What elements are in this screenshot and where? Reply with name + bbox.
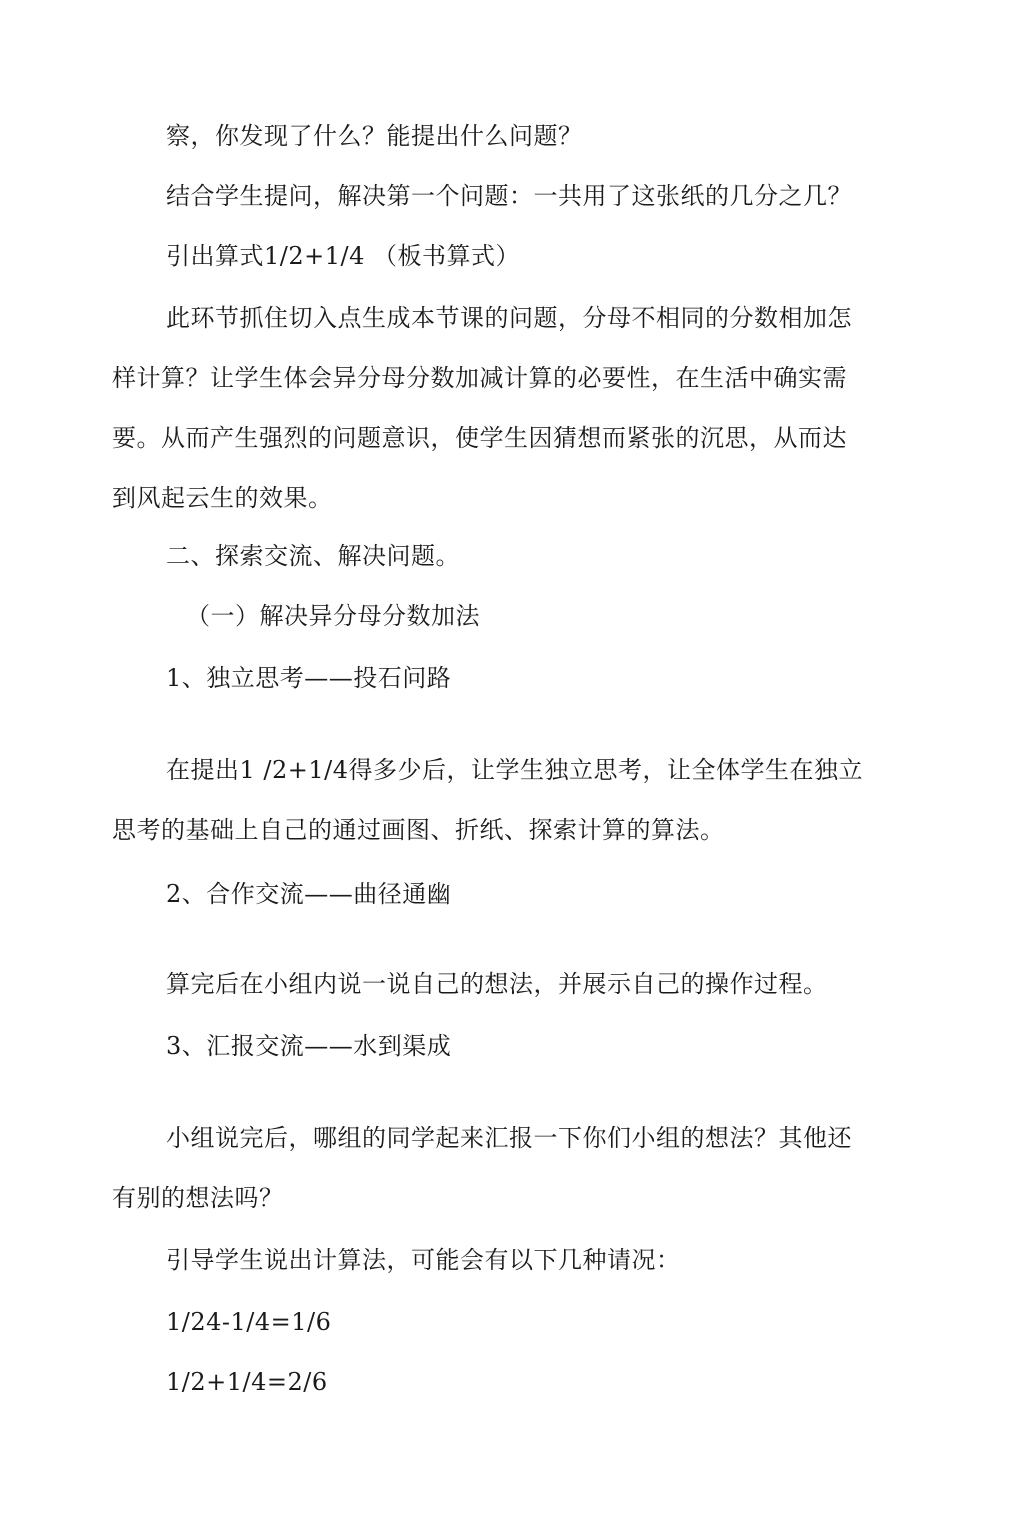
text-line-7: 到风起云生的效果。 (112, 484, 333, 512)
text-line-1: 察，你发现了什么？能提出什么问题？ (166, 122, 583, 150)
equation-2: 1/2+1/4=2/6 (166, 1368, 328, 1396)
text-line-18: 引导学生说出计算法，可能会有以下几种请况： (166, 1246, 681, 1274)
text-line-11: 在提出1 /2+1/4得多少后，让学生独立思考，让全体学生在独立 (166, 756, 863, 784)
text-line-6: 要。从而产生强烈的问题意识，使学生因猜想而紧张的沉思，从而达 (112, 424, 847, 452)
text-line-3: 引出算式1/2+1/4 （板书算式） (166, 242, 520, 270)
subsection-heading: （一）解决异分母分数加法 (186, 602, 480, 630)
step-2-heading: 2、合作交流——曲径通幽 (166, 880, 452, 908)
text-line-2: 结合学生提问，解决第一个问题：一共用了这张纸的几分之几？ (166, 182, 852, 210)
equation-1: 1/24-1/4=1/6 (166, 1308, 332, 1336)
text-line-12: 思考的基础上自己的通过画图、折纸、探索计算的算法。 (112, 816, 725, 844)
text-line-14: 算完后在小组内说一说自己的想法，并展示自己的操作过程。 (166, 970, 828, 998)
section-heading: 二、探索交流、解决问题。 (166, 542, 460, 570)
step-1-heading: 1、独立思考——投石问路 (166, 664, 452, 692)
text-line-4: 此环节抓住切入点生成本节课的问题，分母不相同的分数相加怎 (166, 304, 852, 332)
text-line-17: 有别的想法吗？ (112, 1184, 284, 1212)
text-line-5: 样计算？让学生体会异分母分数加减计算的必要性，在生活中确实需 (112, 364, 847, 392)
text-line-16: 小组说完后，哪组的同学起来汇报一下你们小组的想法？其他还 (166, 1124, 852, 1152)
step-3-heading: 3、汇报交流——水到渠成 (166, 1032, 452, 1060)
